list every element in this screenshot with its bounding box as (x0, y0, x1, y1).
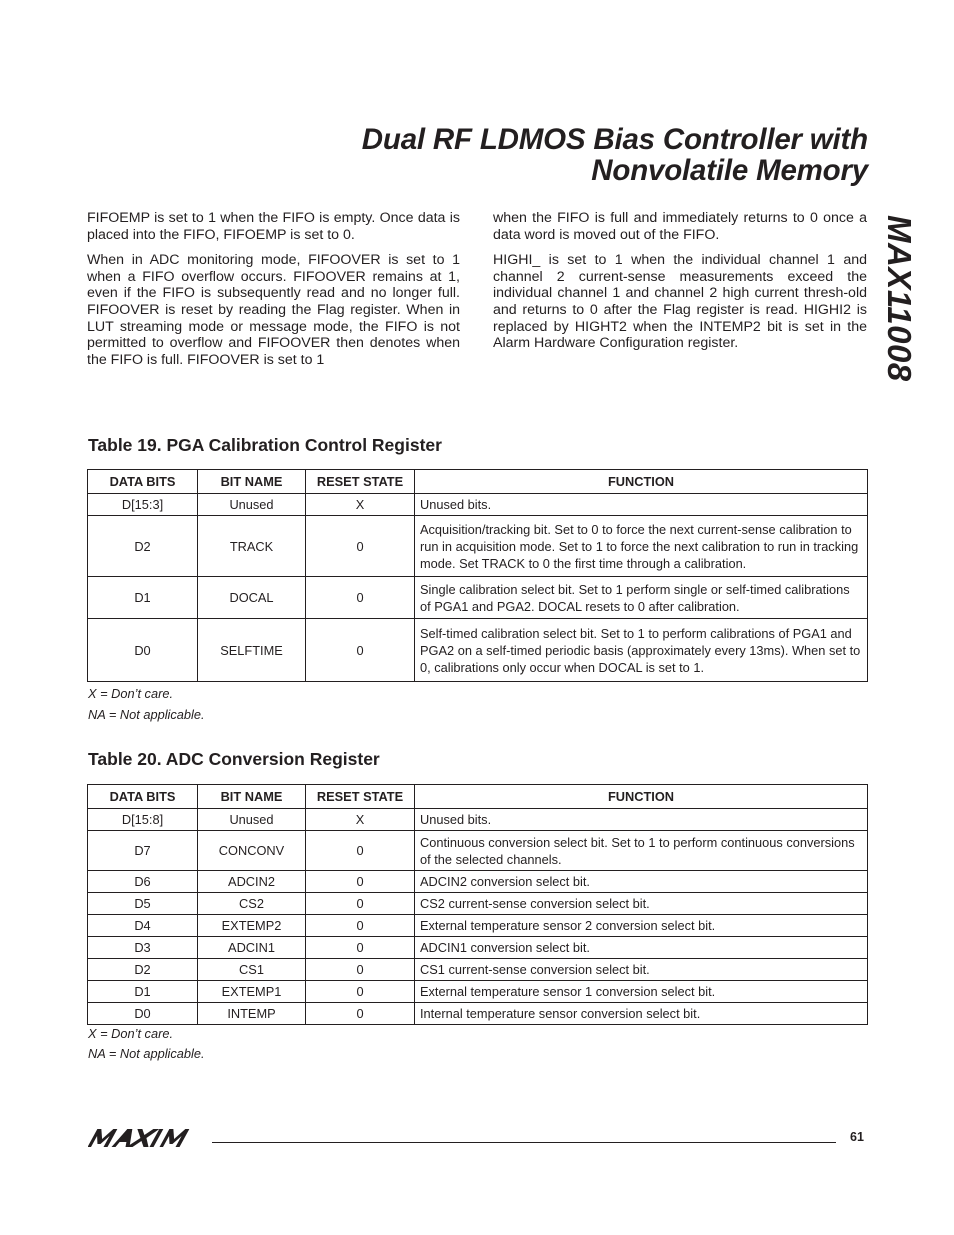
table19 (87, 469, 868, 682)
footer-rule (212, 1142, 836, 1143)
body-column-left (87, 210, 460, 377)
table-row (88, 915, 868, 937)
page-title-line2: Nonvolatile Memory (591, 154, 868, 187)
side-part-number (881, 215, 924, 395)
function-cell: Internal temperature sensor conversion select bit. (415, 1003, 868, 1025)
data-bits-cell: D[15:3] (88, 494, 198, 516)
column-header: BIT NAME (198, 470, 306, 494)
column-header: DATA BITS (88, 785, 198, 809)
bit-name-cell: EXTEMP1 (198, 981, 306, 1003)
table-row (88, 959, 868, 981)
data-bits-cell: D1 (88, 981, 198, 1003)
table19-note-not-applicable: NA = Not applicable. (88, 707, 205, 722)
reset-state-cell: 0 (306, 915, 415, 937)
data-bits-cell: D4 (88, 915, 198, 937)
function-cell: External temperature sensor 1 conversion select bit. (415, 981, 868, 1003)
data-bits-cell: D0 (88, 619, 198, 682)
column-header: FUNCTION (415, 785, 868, 809)
column-header: RESET STATE (306, 470, 415, 494)
table-row (88, 516, 868, 577)
page-number: 61 (850, 1130, 864, 1144)
table-row (88, 981, 868, 1003)
reset-state-cell: 0 (306, 871, 415, 893)
body-column-right (493, 210, 867, 361)
table-header-row (88, 470, 868, 494)
reset-state-cell: 0 (306, 619, 415, 682)
reset-state-cell: 0 (306, 831, 415, 871)
column-header: BIT NAME (198, 785, 306, 809)
function-cell: ADCIN1 conversion select bit. (415, 937, 868, 959)
reset-state-cell: 0 (306, 1003, 415, 1025)
bit-name-cell: Unused (198, 494, 306, 516)
table-row (88, 1003, 868, 1025)
bit-name-cell: CONCONV (198, 831, 306, 871)
data-bits-cell: D2 (88, 516, 198, 577)
bit-name-cell: Unused (198, 809, 306, 831)
column-header: FUNCTION (415, 470, 868, 494)
table-row (88, 831, 868, 871)
bit-name-cell: INTEMP (198, 1003, 306, 1025)
function-cell: Unused bits. (415, 809, 868, 831)
table-row (88, 494, 868, 516)
bit-name-cell: SELFTIME (198, 619, 306, 682)
paragraph: When in ADC monitoring mode, FIFOOVER is set to 1 when a FIFO overflow occurs. FIFOOVER remains at 1, even if the FIFO is subsequently read and no longer full. FIFOOVER is reset by reading the Flag register. When in LUT streaming mode or message mode, the FIFO is not permitted to overflow and FIFOOVER then denotes when the FIFO is full. FIFOOVER is set to 1 (87, 251, 460, 369)
data-bits-cell: D3 (88, 937, 198, 959)
page-title (362, 124, 868, 186)
function-cell: ADCIN2 conversion select bit. (415, 871, 868, 893)
function-cell: CS2 current-sense conversion select bit. (415, 893, 868, 915)
data-bits-cell: D7 (88, 831, 198, 871)
bit-name-cell: ADCIN2 (198, 871, 306, 893)
function-cell: Continuous conversion select bit. Set to 1 to perform continuous conversions of the selected channels. (415, 831, 868, 871)
function-cell: CS1 current-sense conversion select bit. (415, 959, 868, 981)
paragraph: HIGHI_ is set to 1 when the individual channel 1 and channel 2 current-sense measurements exceed the individual channel 1 and channel 2 high current thresh-old and returns to 0 after the Flag register is read. HIGHI2 is replaced by HIGHT2 when the INTEMP2 bit is set in the Alarm Hardware Configuration register. (493, 251, 867, 352)
function-cell: Self-timed calibration select bit. Set to 1 to perform calibrations of PGA1 and PGA2 on a self-timed periodic basis (approximately every 13ms). When set to 0, calibrations only occur when DOCAL is set to 1. (415, 619, 868, 682)
bit-name-cell: CS2 (198, 893, 306, 915)
reset-state-cell: 0 (306, 893, 415, 915)
function-cell: Unused bits. (415, 494, 868, 516)
table-row (88, 809, 868, 831)
table-row (88, 893, 868, 915)
function-cell: External temperature sensor 2 conversion select bit. (415, 915, 868, 937)
reset-state-cell: 0 (306, 981, 415, 1003)
bit-name-cell: DOCAL (198, 577, 306, 619)
bit-name-cell: ADCIN1 (198, 937, 306, 959)
table-row (88, 871, 868, 893)
paragraph: FIFOEMP is set to 1 when the FIFO is empty. Once data is placed into the FIFO, FIFOEMP is set to 0. (87, 210, 460, 243)
function-cell: Single calibration select bit. Set to 1 perform single or self-timed calibrations of PGA1 and PGA2. DOCAL resets to 0 after calibration. (415, 577, 868, 619)
reset-state-cell: X (306, 494, 415, 516)
data-bits-cell: D1 (88, 577, 198, 619)
table-header-row (88, 785, 868, 809)
reset-state-cell: 0 (306, 516, 415, 577)
data-bits-cell: D[15:8] (88, 809, 198, 831)
data-bits-cell: D0 (88, 1003, 198, 1025)
maxim-logo (88, 1127, 198, 1149)
table20 (87, 784, 868, 1025)
table20-title: Table 20. ADC Conversion Register (88, 749, 380, 769)
side-part-number-text: MAX11008 (881, 215, 918, 382)
reset-state-cell: 0 (306, 959, 415, 981)
paragraph: when the FIFO is full and immediately returns to 0 once a data word is moved out of the FIFO. (493, 210, 867, 243)
function-cell: Acquisition/tracking bit. Set to 0 to force the next current-sense calibration to run in acquisition mode. Set to 1 to force the next calibration to run in tracking mode. Set TRACK to 0 the first time through a calibration. (415, 516, 868, 577)
data-bits-cell: D5 (88, 893, 198, 915)
table19-note-dont-care: X = Don’t care. (88, 686, 173, 701)
reset-state-cell: X (306, 809, 415, 831)
table19-title: Table 19. PGA Calibration Control Register (88, 435, 442, 455)
reset-state-cell: 0 (306, 577, 415, 619)
column-header: DATA BITS (88, 470, 198, 494)
page-title-line1: Dual RF LDMOS Bias Controller with (361, 123, 868, 156)
column-header: RESET STATE (306, 785, 415, 809)
data-bits-cell: D2 (88, 959, 198, 981)
data-bits-cell: D6 (88, 871, 198, 893)
table-row (88, 937, 868, 959)
bit-name-cell: TRACK (198, 516, 306, 577)
reset-state-cell: 0 (306, 937, 415, 959)
table20-note-dont-care: X = Don’t care. (88, 1026, 173, 1041)
bit-name-cell: CS1 (198, 959, 306, 981)
table-row (88, 619, 868, 682)
bit-name-cell: EXTEMP2 (198, 915, 306, 937)
table20-note-not-applicable: NA = Not applicable. (88, 1046, 205, 1061)
table-row (88, 577, 868, 619)
